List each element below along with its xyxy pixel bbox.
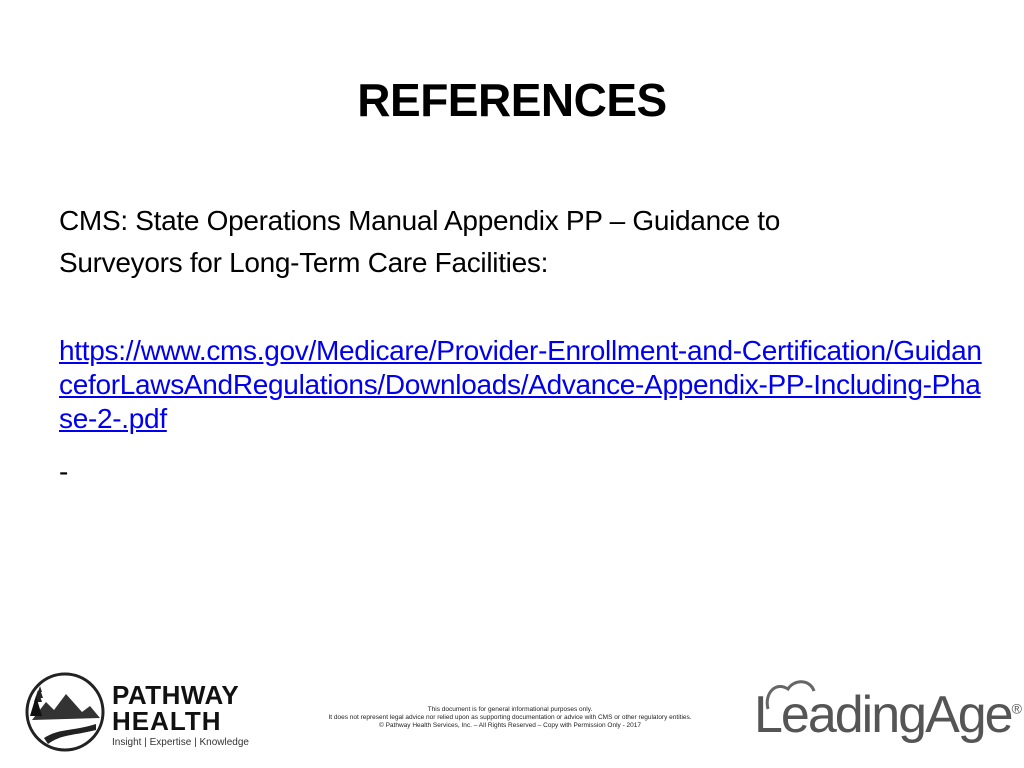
pathway-logo-line-2: HEALTH xyxy=(112,706,222,736)
reference-description-line-1: CMS: State Operations Manual Appendix PP – Guidance to xyxy=(59,205,781,236)
footer-disclaimer xyxy=(300,706,720,730)
disclaimer-line-3: © Pathway Health Services, Inc. – All Rights Reserved – Copy with Permission Only - 2017 xyxy=(378,722,641,729)
pathway-logo-tagline: Insight | Expertise | Knowledge xyxy=(112,737,249,748)
reference-description xyxy=(59,200,989,284)
leadingage-logo xyxy=(752,675,1022,755)
pathway-mountain-icon xyxy=(24,672,106,752)
trailing-dash: - xyxy=(59,456,69,487)
pathway-logo-line-1: PATHWAY xyxy=(112,680,240,710)
slide-title: REFERENCES xyxy=(357,74,667,126)
disclaimer-line-1: This document is for general informational purposes only. xyxy=(427,706,593,713)
disclaimer-line-2: It does not represent legal advice nor relied upon as supporting documentation or advice with CMS or other regulatory entities. xyxy=(328,714,692,721)
leadingage-wordmark xyxy=(754,685,1022,745)
reference-description-line-2: Surveyors for Long-Term Care Facilities: xyxy=(59,247,549,278)
reference-link[interactable]: https://www.cms.gov/Medicare/Provider-Enrollment-and-Certification/GuidanceforLawsAndRegulations/Downloads/Advance-Appendix-PP-Including-Phase-2-.pdf xyxy=(59,335,982,434)
leadingage-wordmark-text: LeadingAge xyxy=(754,686,1012,744)
pathway-health-logo xyxy=(24,672,254,752)
registered-mark: ® xyxy=(1011,700,1022,717)
pathway-wordmark xyxy=(112,682,249,748)
